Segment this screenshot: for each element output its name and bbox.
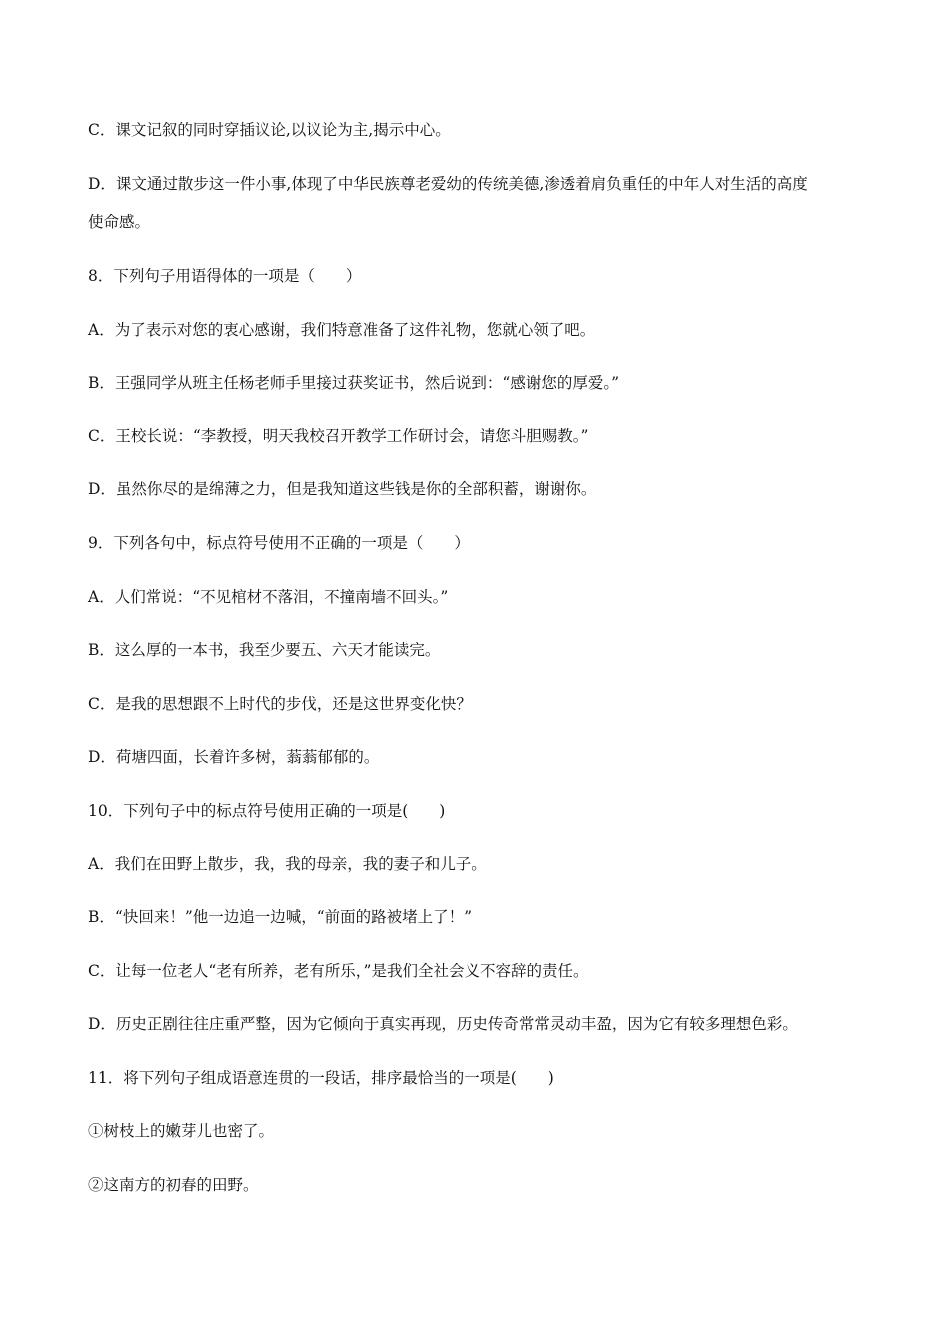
question-10: 10．下列句子中的标点符号使用正确的一项是( ) bbox=[88, 802, 446, 820]
option-9a: A．人们常说：“不见棺材不落泪，不撞南墙不回头。” bbox=[88, 588, 449, 606]
option-7d-cont: 使命感。 bbox=[88, 213, 151, 231]
option-8a: A．为了表示对您的衷心感谢，我们特意准备了这件礼物，您就心领了吧。 bbox=[88, 321, 596, 339]
option-7c: C．课文记叙的同时穿插议论,以议论为主,揭示中心。 bbox=[88, 121, 451, 139]
option-10c: C．让每一位老人“老有所养，老有所乐，”是我们全社会义不容辞的责任。 bbox=[88, 962, 589, 980]
sentence-11-2: ②这南方的初春的田野。 bbox=[88, 1176, 259, 1194]
option-8d: D．虽然你尽的是绵薄之力，但是我知道这些钱是你的全部积蓄，谢谢你。 bbox=[88, 480, 597, 498]
option-10b: B．“快回来！”他一边追一边喊，“前面的路被堵上了！” bbox=[88, 908, 473, 926]
sentence-11-1: ①树枝上的嫩芽儿也密了。 bbox=[88, 1122, 275, 1140]
option-9d: D．荷塘四面，长着许多树，蓊蓊郁郁的。 bbox=[88, 748, 380, 766]
option-8b: B．王强同学从班主任杨老师手里接过获奖证书，然后说到：“感谢您的厚爱。” bbox=[88, 374, 619, 392]
option-9b: B．这么厚的一本书，我至少要五、六天才能读完。 bbox=[88, 641, 441, 659]
question-8: 8．下列句子用语得体的一项是（ ） bbox=[88, 267, 362, 285]
option-10d: D．历史正剧往往庄重严整，因为它倾向于真实再现，历史传奇常常灵动丰盈，因为它有较多理想色彩。 bbox=[88, 1015, 798, 1033]
option-8c: C．王校长说：“李教授，明天我校召开教学工作研讨会，请您斗胆赐教。” bbox=[88, 427, 589, 445]
question-11: 11．将下列句子组成语意连贯的一段话，排序最恰当的一项是( ) bbox=[88, 1069, 554, 1087]
option-7d: D．课文通过散步这一件小事,体现了中华民族尊老爱幼的传统美德,渗透着肩负重任的中年人对生活的高度 bbox=[88, 175, 808, 193]
question-9: 9．下列各句中，标点符号使用不正确的一项是（ ） bbox=[88, 534, 470, 552]
option-9c: C．是我的思想跟不上时代的步伐，还是这世界变化快？ bbox=[88, 695, 472, 713]
option-10a: A．我们在田野上散步，我，我的母亲，我的妻子和儿子。 bbox=[88, 855, 487, 873]
